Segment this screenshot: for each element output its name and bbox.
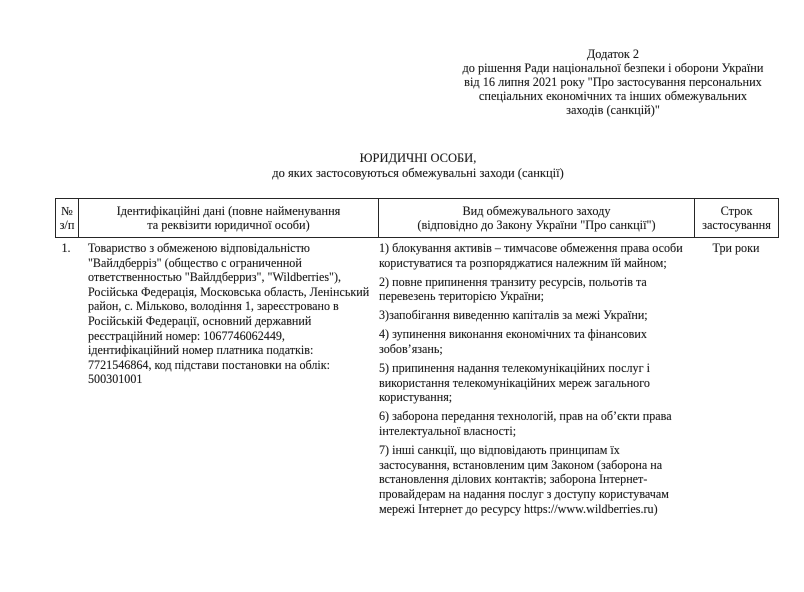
measure-item-2: 2) повне припинення транзиту ресурсів, польотів та перевезень територією України; <box>379 274 647 304</box>
row-duration: Три роки <box>712 241 760 255</box>
header-measures <box>378 199 694 237</box>
header-identification-line-2: та реквізити юридичної особи) <box>147 218 310 232</box>
appendix-header-line-5: заходів (санкцій)" <box>566 103 660 117</box>
sanctions-table <box>55 198 779 521</box>
header-duration-line-1: Строк <box>720 203 753 218</box>
table-row <box>55 240 779 521</box>
table-header-row <box>55 198 779 238</box>
header-identification <box>78 199 378 237</box>
measure-item-5: 5) припинення надання телекомунікаційних послуг і використання телекомунікаційних мереж загального користування; <box>379 361 650 405</box>
header-measures-line-2: (відповідно до Закону України "Про санкції") <box>417 218 656 232</box>
measure-item-7: 7) інші санкції, що відповідають принципам їх застосування, встановленим цим Законом (заборона на встановлення ділових контактів; заборона Інтернет-провайдерам на надання послуг з доступу користувачам мережі Інтернет до ресурсу https://www.wildberries.ru) <box>379 443 669 516</box>
appendix-header <box>422 47 804 117</box>
header-duration <box>694 199 778 237</box>
header-num-line-1: № <box>61 203 73 218</box>
header-identification-line-1: Ідентифікаційні дані (повне найменування <box>116 203 341 218</box>
header-num <box>56 199 78 237</box>
measure-item-6: 6) заборона передання технологій, прав на об’єкти права інтелектуальної власності; <box>379 409 672 439</box>
header-num-line-2: з/п <box>59 218 75 232</box>
row-identification: Товариство з обмеженою відповідальністю "Вайлдберріз" (общество с ограниченной ответственностью "Вайлдберриз", "Wildberries"), Російська Федерація, Московська область, Ленінський район, с. Мільково, володіння 1, зареєстровано в Російській Федерації, основний державний реєстраційний номер: 1067746062449, ідентифікаційний номер платника податків: 7721546864, код підстави постановки на облік: 500301001 <box>88 241 370 387</box>
appendix-header-line-1: Додаток 2 <box>586 47 640 61</box>
header-measures-line-1: Вид обмежувального заходу <box>462 203 611 218</box>
document-title-main: ЮРИДИЧНІ ОСОБИ, <box>359 151 477 165</box>
measure-item-1: 1) блокування активів – тимчасове обмеження права особи користуватися та розпоряджатися належним їй майном; <box>379 241 683 270</box>
appendix-header-line-4: спеціальних економічних та інших обмежувальних <box>478 89 748 103</box>
document-title <box>118 151 718 181</box>
appendix-header-line-2: до рішення Ради національної безпеки і оборони України <box>462 61 764 75</box>
row-number: 1. <box>61 241 71 255</box>
appendix-header-line-3: від 16 липня 2021 року "Про застосування персональних <box>464 75 762 89</box>
measure-item-3: 3)запобігання виведенню капіталів за межі України; <box>379 308 648 323</box>
measure-item-4: 4) зупинення виконання економічних та фінансових зобов’язань; <box>379 327 647 357</box>
header-duration-line-2: застосування <box>702 218 771 232</box>
document-title-sub: до яких застосовуються обмежувальні заходи (санкції) <box>272 166 564 180</box>
row-measures <box>377 240 693 521</box>
